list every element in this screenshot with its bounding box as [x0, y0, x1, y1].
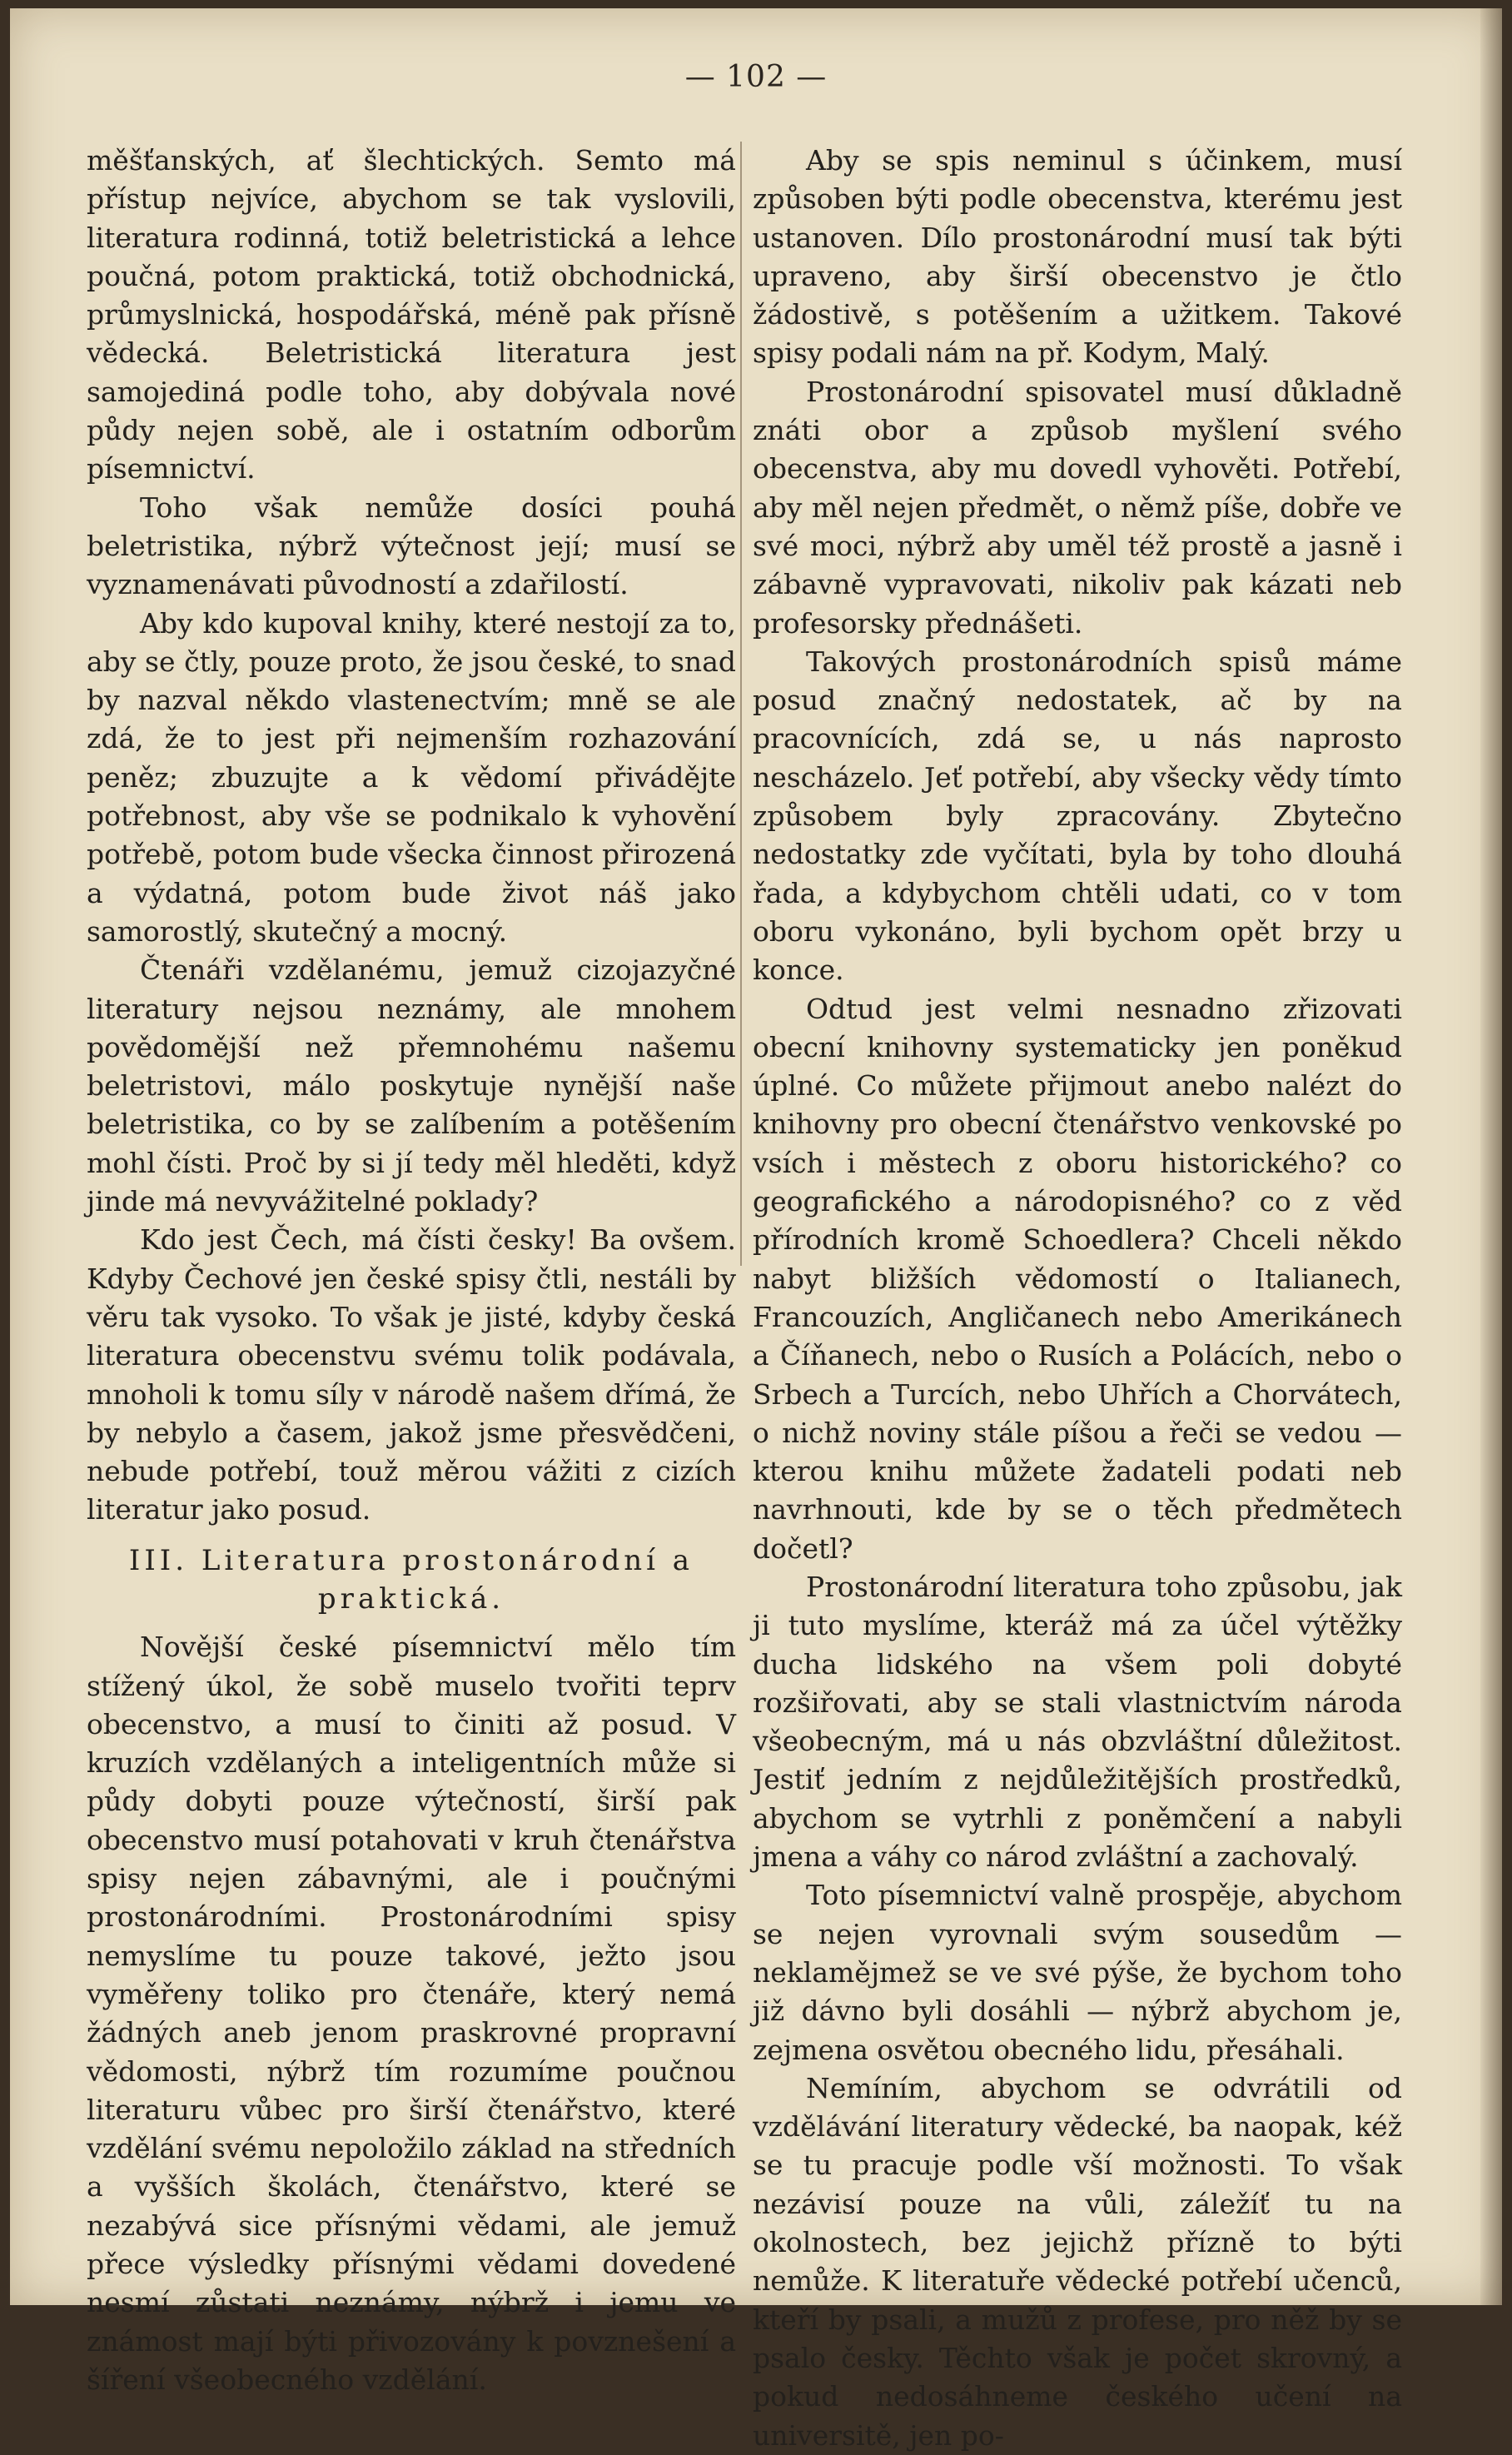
paragraph: Kdo jest Čech, má čísti česky! Ba ovšem. Kdyby Čechové jen české spisy čtli, nestáli by věru tak vysoko. To však je jisté, kdyby česká literatura obecenstvu svému tolik podávala, mnoholi k tomu síly v národě našem dřímá, že by nebylo a časem, jakož jsme přesvědčeni, nebude potřebí, touž měrou vážiti z cizích literatur jako posud.: [87, 1223, 736, 1526]
paragraph: Čtenáři vzdělanému, jemuž cizojazyčné literatury nejsou neznámy, ale mnohem povědomější než přemnohému našemu beletristovi, málo poskytuje nynější naše beletristika, co by se zalíbením a potěšením mohl čísti. Proč by si jí tedy měl hleděti, když jinde má nevyvážitelné poklady?: [87, 954, 736, 1218]
paragraph: Prostonárodní spisovatel musí důkladně znáti obor a způsob myšlení svého obecenstva, aby mu dovedl vyhověti. Potřebí, aby měl nejen předmět, o němž píše, dobře ve své moci, nýbrž aby uměl též prostě a jasně i zábavně vypravovati, nikoliv pak kázati neb profesorsky přednášeti.: [753, 375, 1402, 640]
left-column: [87, 142, 736, 2396]
paragraph: Aby se spis neminul s účinkem, musí způsoben býti podle obecenstva, kterému jest ustanoven. Dílo prostonárodní musí tak býti upraveno, aby širší obecenstvo je čtlo žádostivě, s potěšením a užitkem. Takové spisy podali nám na př. Kodym, Malý.: [753, 144, 1402, 370]
paragraph: Aby kdo kupoval knihy, které nestojí za to, aby se čtly, pouze proto, že jsou české, to snad by nazval někdo vlastenectvím; mně se ale zdá, že to jest při nejmenším rozhazování peněz; zbuzujte a k vědomí přivádějte potřebnost, aby vše se podnikalo k vyhovění potřebě, potom bude všecka činnost přirozená a výdatná, potom bude život náš jako samorostlý, skutečný a mocný.: [87, 606, 736, 948]
page-number: — 102 —: [684, 60, 828, 94]
right-column: [753, 142, 1402, 2452]
paragraph: Nemíním, abychom se odvrátili od vzdělávání literatury vědecké, ba naopak, kéž se tu pracuje podle vší možnosti. To však nezávisí pouze na vůli, záležíť tu na okolnostech, bez jejichž přízně to býti nemůže. K literatuře vědecké potřebí učenců, kteří by psali, a mužů z profese, pro něž by se psalo česky. Těchto však je počet skrovný, a pokud nedosáhneme českého učení na universitě, jen po-: [753, 2071, 1402, 2452]
column-divider: [740, 142, 742, 1266]
paragraph: Novější české písemnictví mělo tím stížený úkol, že sobě muselo tvořiti teprv obecenstvo, a musí to činiti až posud. V kruzích vzdělaných a inteligentních může si půdy dobyti pouze výtečností, širší pak obecenstvo musí potahovati v kruh čtenářstva spisy nejen zábavnými, ale i poučnými prostonárodními. Prostonárodními spisy nemyslíme tu pouze takové, ježto jsou vyměřeny toliko pro čtenáře, který nemá žádných aneb jenom praskrovné propravní vědomosti, nýbrž tím rozumíme poučnou literaturu vůbec pro širší čtenářstvo, které vzdělání svému nepoložilo základ na středních a vyšších školách, čtenářstvo, které se nezabývá sice přísnými vědami, ale jemuž přece výsledky přísnými vědami dovedené nesmí zůstati neznámy, nýbrž i jemu ve známost mají býti přivozovány k povznešení a šíření všeobecného vzdělání.: [87, 1631, 736, 2396]
paragraph: měšťanských, ať šlechtických. Semto má přístup nejvíce, abychom se tak vyslovili, literatura rodinná, totiž beletristická a lehce poučná, potom praktická, totiž obchodnická, průmyslnická, hospodářská, méně pak přísně vědecká. Beletristická literatura jest samojediná podle toho, aby dobývala nové půdy nejen sobě, ale i ostatním odborům písemnictví.: [87, 144, 736, 486]
paragraph: Odtud jest velmi nesnadno zřizovati obecní knihovny systematicky jen poněkud úplné. Co můžete přijmout anebo nalézt do knihovny pro obecní čtenářstvo venkovské po vsích i městech z oboru historického? co geografického a národopisného? co z věd přírodních kromě Schoedlera? Chceli někdo nabyt bližších vědomostí o Italianech, Francouzích, Angličanech nebo Amerikánech a Číňanech, nebo o Rusích a Polácích, nebo o Srbech a Turcích, nebo Uhřích a Chorvátech, o nichž noviny stále píšou a řeči se vedou — kterou knihu můžete žadateli podati neb navrhnouti, kde by se o těch předmětech dočetl?: [753, 992, 1402, 1565]
paragraph: Toho však nemůže dosíci pouhá beletristika, nýbrž výtečnost její; musí se vyznamenávati původností a zdařilostí.: [87, 491, 736, 601]
section-heading: III. Literatura prostonárodní a praktická.: [128, 1543, 694, 1616]
paragraph: Toto písemnictví valně prospěje, abychom se nejen vyrovnali svým sousedům — neklamějmež se ve své pýše, že bychom toho již dávno byli dosáhli — nýbrž abychom je, zejmena osvětou obecného lidu, přesáhali.: [753, 1879, 1402, 2066]
page-binding-shadow: [1480, 8, 1502, 2305]
paragraph: Takových prostonárodních spisů máme posud značný nedostatek, ač by na pracovnících, zdá se, u nás naprosto nescházelo. Jeť potřebí, aby všecky vědy tímto způsobem byly zpracovány. Zbytečno nedostatky zde vyčítati, byla by toho dlouhá řada, a kdybychom chtěli udati, co v tom oboru vykonáno, byli bychom opět brzy u konce.: [753, 645, 1402, 987]
paragraph: Prostonárodní literatura toho způsobu, jak ji tuto myslíme, kteráž má za účel výtěžky ducha lidského na všem poli dobyté rozšiřovati, aby se stali vlastnictvím národa všeobecným, má u nás obzvláštní důležitost. Jestiť jedním z nejdůležitějších prostředků, abychom se vytrhli z poněmčení a nabyli jmena a váhy co národ zvláštní a zachovalý.: [753, 1570, 1402, 1874]
book-page: [10, 8, 1502, 2452]
